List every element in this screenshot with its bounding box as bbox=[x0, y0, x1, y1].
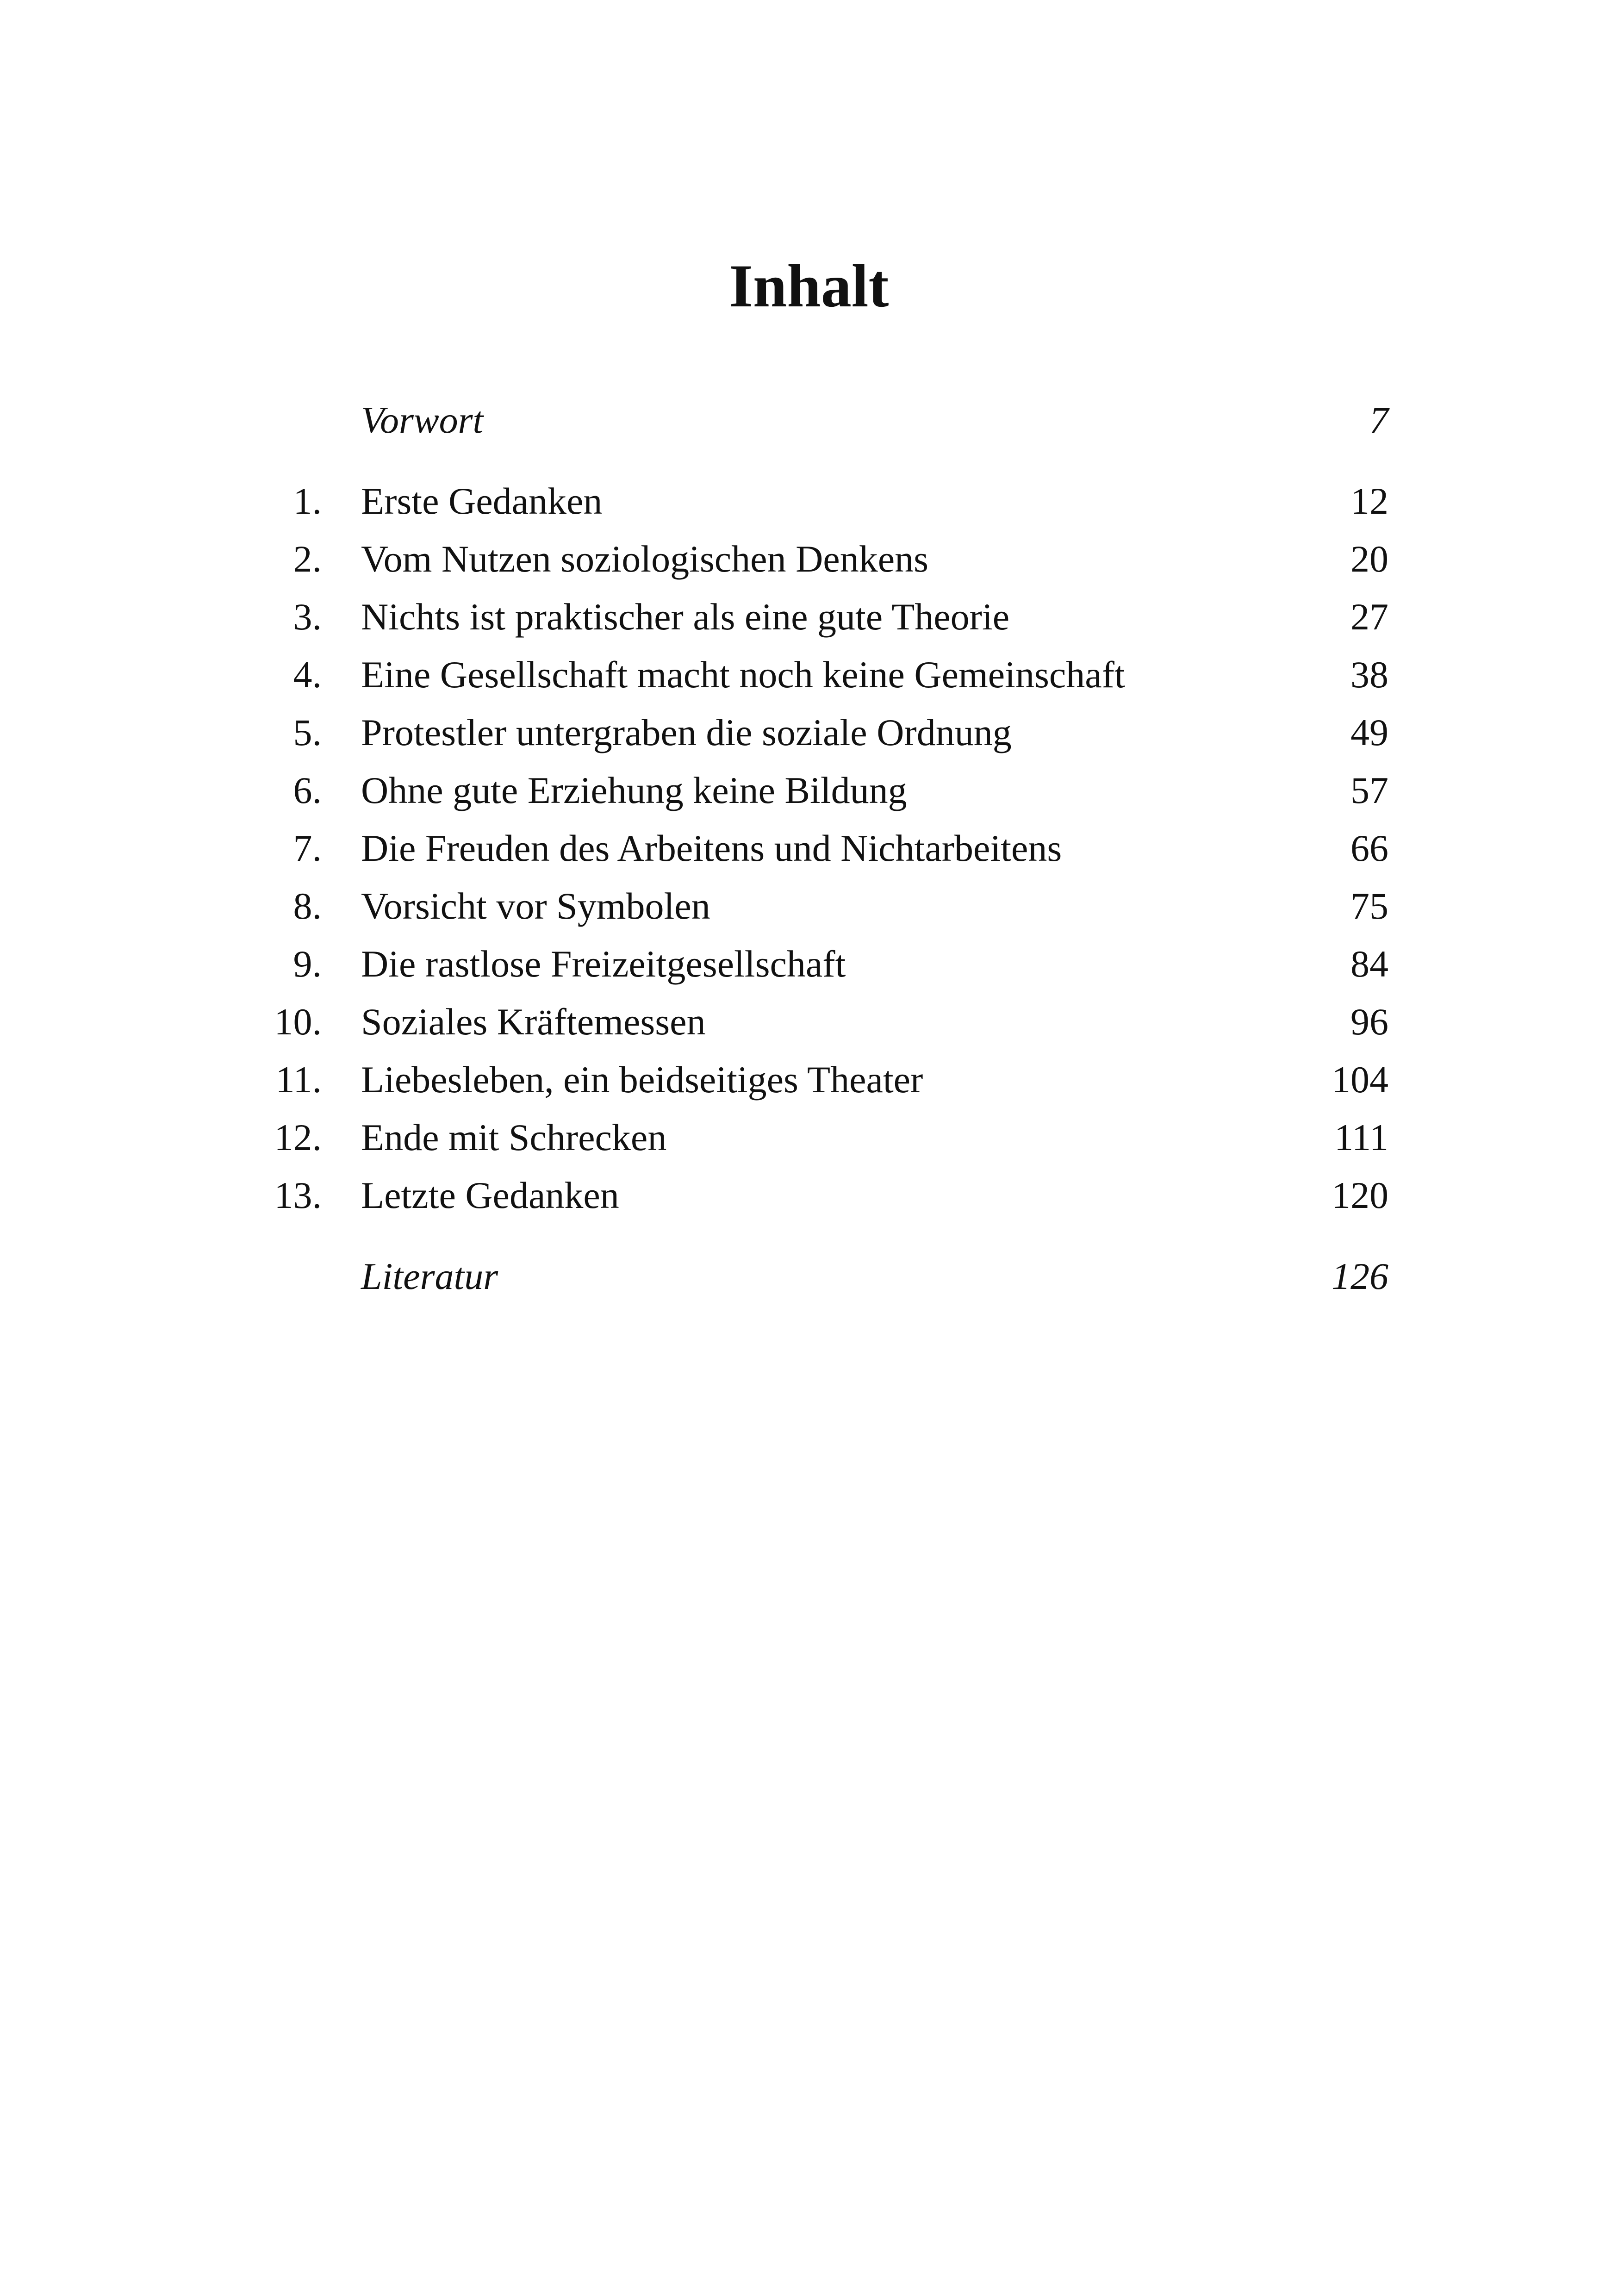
toc-entry-label: Vom Nutzen soziologischen Denkens bbox=[361, 538, 928, 580]
toc-entry-page: 66 bbox=[1350, 827, 1388, 869]
toc-entry-number: 12. bbox=[274, 1116, 322, 1158]
toc-entry-page: 84 bbox=[1350, 943, 1388, 985]
toc-entry-page: 27 bbox=[1350, 596, 1388, 638]
toc-entry-label: Ohne gute Erziehung keine Bildung bbox=[361, 769, 907, 811]
toc-entry-number: 10. bbox=[274, 1001, 322, 1043]
toc-entry-label: Ende mit Schrecken bbox=[361, 1116, 667, 1158]
toc-entry-number: 11. bbox=[275, 1058, 322, 1101]
toc-entry-chapter-7[interactable] bbox=[259, 819, 1388, 877]
toc-entry-label: Eine Gesellschaft macht noch keine Gemeinschaft bbox=[361, 653, 1125, 696]
toc-entry-chapter-9[interactable] bbox=[259, 935, 1388, 993]
toc-entry-chapter-6[interactable] bbox=[259, 761, 1388, 819]
toc-entry-vorwort[interactable] bbox=[259, 391, 1388, 449]
toc-entry-page: 49 bbox=[1350, 711, 1388, 753]
toc-entry-number: 4. bbox=[293, 653, 322, 696]
toc-entry-label: Literatur bbox=[361, 1255, 498, 1297]
toc-entry-chapter-12[interactable] bbox=[259, 1108, 1388, 1166]
toc-entry-page: 104 bbox=[1332, 1058, 1388, 1101]
toc-entry-chapter-4[interactable] bbox=[259, 646, 1388, 703]
toc-entry-page: 111 bbox=[1334, 1116, 1388, 1158]
toc-entry-number: 2. bbox=[293, 538, 322, 580]
toc-entry-page: 20 bbox=[1350, 538, 1388, 580]
toc-entry-number: 8. bbox=[293, 885, 322, 927]
toc-entry-label: Die Freuden des Arbeitens und Nichtarbeitens bbox=[361, 827, 1062, 869]
toc-entry-number: 5. bbox=[293, 711, 322, 753]
toc-entry-chapter-2[interactable] bbox=[259, 530, 1388, 588]
page-title: Inhalt bbox=[729, 252, 889, 320]
toc-entry-number: 6. bbox=[293, 769, 322, 811]
toc-entry-literatur[interactable] bbox=[259, 1247, 1388, 1305]
toc-entry-page: 7 bbox=[1369, 399, 1388, 441]
toc-entry-page: 12 bbox=[1350, 480, 1388, 522]
toc-entry-page: 57 bbox=[1350, 769, 1388, 811]
toc-entry-chapter-8[interactable] bbox=[259, 877, 1388, 935]
toc-entry-label: Die rastlose Freizeitgesellschaft bbox=[361, 943, 846, 985]
table-of-contents bbox=[259, 391, 1388, 1305]
toc-entry-chapter-11[interactable] bbox=[259, 1051, 1388, 1108]
toc-entry-label: Protestler untergraben die soziale Ordnung bbox=[361, 711, 1012, 753]
toc-entry-number: 3. bbox=[293, 596, 322, 638]
toc-entry-chapter-3[interactable] bbox=[259, 588, 1388, 646]
toc-entry-number: 1. bbox=[293, 480, 322, 522]
toc-entry-label: Vorwort bbox=[361, 399, 484, 441]
toc-entry-page: 75 bbox=[1350, 885, 1388, 927]
toc-entry-page: 38 bbox=[1350, 653, 1388, 696]
toc-entry-label: Nichts ist praktischer als eine gute Theorie bbox=[361, 596, 1010, 638]
toc-entry-number: 7. bbox=[293, 827, 322, 869]
toc-entry-label: Vorsicht vor Symbolen bbox=[361, 885, 710, 927]
toc-entry-number: 9. bbox=[293, 943, 322, 985]
toc-entry-label: Letzte Gedanken bbox=[361, 1174, 619, 1216]
toc-entry-label: Liebesleben, ein beidseitiges Theater bbox=[361, 1058, 923, 1101]
toc-entry-label: Erste Gedanken bbox=[361, 480, 603, 522]
toc-entry-page: 126 bbox=[1332, 1255, 1388, 1297]
toc-entry-chapter-13[interactable] bbox=[259, 1166, 1388, 1224]
toc-entry-label: Soziales Kräftemessen bbox=[361, 1001, 706, 1043]
toc-entry-page: 120 bbox=[1332, 1174, 1388, 1216]
toc-entry-chapter-5[interactable] bbox=[259, 703, 1388, 761]
toc-entry-number: 13. bbox=[274, 1174, 322, 1216]
toc-entry-page: 96 bbox=[1350, 1001, 1388, 1043]
toc-entry-chapter-10[interactable] bbox=[259, 993, 1388, 1051]
toc-entry-chapter-1[interactable] bbox=[259, 472, 1388, 530]
